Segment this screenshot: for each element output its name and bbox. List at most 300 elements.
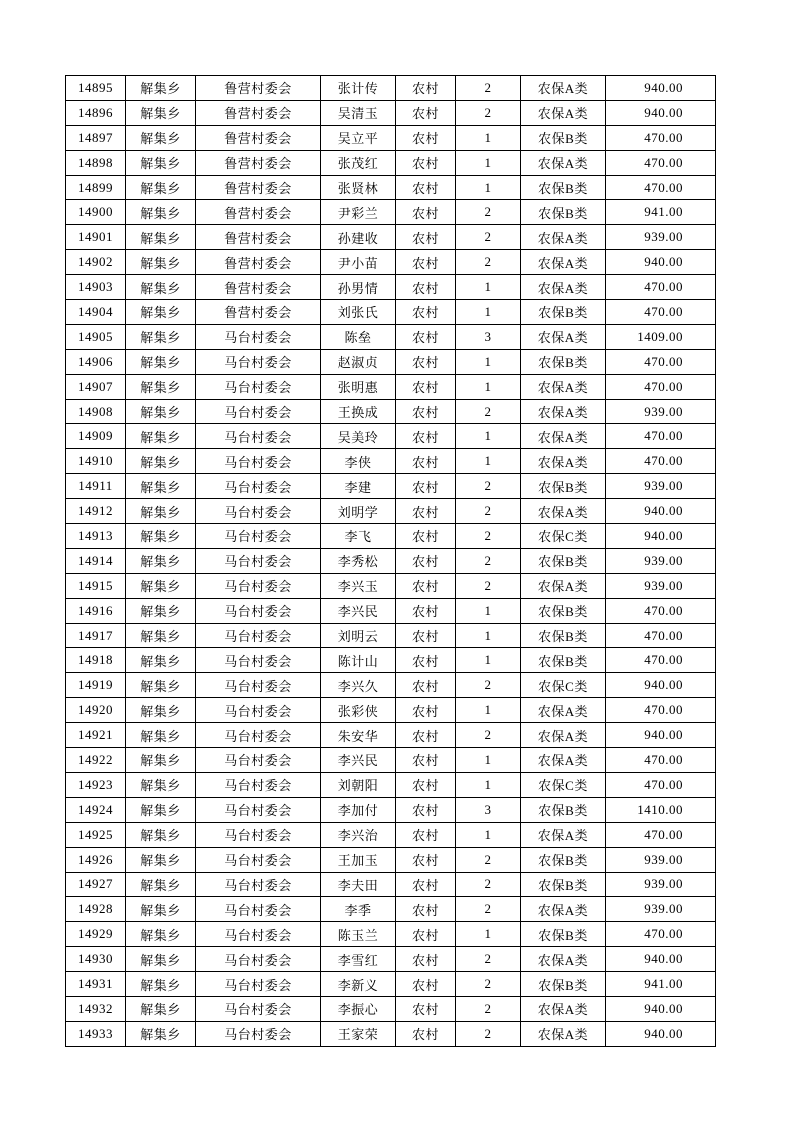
cell-amount: 939.00 [606,897,716,922]
cell-category: 农保B类 [521,125,606,150]
cell-amount: 470.00 [606,449,716,474]
cell-category: 农保A类 [521,374,606,399]
cell-id: 14915 [66,573,126,598]
table-row [66,748,716,773]
cell-name: 张彩侠 [321,698,396,723]
cell-category: 农保B类 [521,200,606,225]
cell-name: 陈玉兰 [321,922,396,947]
table-row [66,150,716,175]
cell-count: 3 [456,797,521,822]
cell-township: 解集乡 [126,922,196,947]
cell-township: 解集乡 [126,250,196,275]
cell-id: 14898 [66,150,126,175]
cell-type: 农村 [396,598,456,623]
cell-id: 14901 [66,225,126,250]
cell-id: 14917 [66,623,126,648]
cell-township: 解集乡 [126,524,196,549]
cell-name: 王加玉 [321,847,396,872]
cell-type: 农村 [396,200,456,225]
cell-type: 农村 [396,573,456,598]
cell-name: 尹小苗 [321,250,396,275]
cell-type: 农村 [396,548,456,573]
cell-township: 解集乡 [126,76,196,101]
cell-id: 14924 [66,797,126,822]
cell-village: 马台村委会 [196,424,321,449]
cell-township: 解集乡 [126,698,196,723]
cell-amount: 470.00 [606,300,716,325]
cell-name: 陈计山 [321,648,396,673]
cell-township: 解集乡 [126,947,196,972]
cell-amount: 470.00 [606,623,716,648]
cell-name: 陈垒 [321,324,396,349]
cell-id: 14895 [66,76,126,101]
cell-township: 解集乡 [126,648,196,673]
table-row [66,623,716,648]
cell-id: 14918 [66,648,126,673]
cell-count: 2 [456,573,521,598]
cell-name: 刘朝阳 [321,772,396,797]
cell-township: 解集乡 [126,150,196,175]
cell-amount: 1410.00 [606,797,716,822]
table-row [66,922,716,947]
cell-count: 1 [456,648,521,673]
cell-id: 14896 [66,100,126,125]
cell-township: 解集乡 [126,673,196,698]
cell-village: 鲁营村委会 [196,100,321,125]
table-row [66,947,716,972]
cell-id: 14902 [66,250,126,275]
cell-amount: 470.00 [606,150,716,175]
cell-name: 李建 [321,474,396,499]
cell-count: 2 [456,499,521,524]
table-row [66,822,716,847]
table-row [66,648,716,673]
cell-id: 14914 [66,548,126,573]
cell-count: 2 [456,872,521,897]
cell-count: 2 [456,399,521,424]
cell-count: 1 [456,175,521,200]
cell-category: 农保B类 [521,175,606,200]
cell-type: 农村 [396,947,456,972]
cell-amount: 470.00 [606,598,716,623]
cell-amount: 470.00 [606,374,716,399]
table-row [66,399,716,424]
cell-township: 解集乡 [126,972,196,997]
cell-count: 2 [456,524,521,549]
cell-amount: 939.00 [606,847,716,872]
cell-category: 农保A类 [521,399,606,424]
cell-township: 解集乡 [126,772,196,797]
table-row [66,300,716,325]
cell-name: 尹彩兰 [321,200,396,225]
cell-count: 2 [456,897,521,922]
cell-category: 农保A类 [521,250,606,275]
cell-amount: 940.00 [606,499,716,524]
cell-village: 马台村委会 [196,499,321,524]
cell-id: 14925 [66,822,126,847]
cell-type: 农村 [396,723,456,748]
cell-count: 1 [456,822,521,847]
cell-count: 1 [456,748,521,773]
cell-count: 1 [456,275,521,300]
cell-category: 农保A类 [521,275,606,300]
cell-name: 张计传 [321,76,396,101]
cell-category: 农保A类 [521,324,606,349]
cell-id: 14922 [66,748,126,773]
cell-township: 解集乡 [126,349,196,374]
table-row [66,499,716,524]
table-row [66,474,716,499]
cell-type: 农村 [396,499,456,524]
table-row [66,424,716,449]
cell-count: 2 [456,1021,521,1046]
cell-amount: 940.00 [606,1021,716,1046]
cell-township: 解集乡 [126,424,196,449]
cell-township: 解集乡 [126,748,196,773]
cell-name: 孙建收 [321,225,396,250]
cell-amount: 940.00 [606,76,716,101]
cell-type: 农村 [396,100,456,125]
cell-id: 14928 [66,897,126,922]
cell-type: 农村 [396,474,456,499]
cell-category: 农保A类 [521,100,606,125]
cell-type: 农村 [396,748,456,773]
cell-type: 农村 [396,349,456,374]
cell-count: 2 [456,225,521,250]
cell-village: 鲁营村委会 [196,225,321,250]
cell-count: 2 [456,947,521,972]
cell-type: 农村 [396,374,456,399]
cell-name: 刘明学 [321,499,396,524]
table-row [66,524,716,549]
table-row [66,449,716,474]
cell-township: 解集乡 [126,847,196,872]
cell-category: 农保A类 [521,897,606,922]
cell-category: 农保A类 [521,150,606,175]
cell-count: 1 [456,623,521,648]
cell-type: 农村 [396,424,456,449]
cell-village: 鲁营村委会 [196,175,321,200]
cell-township: 解集乡 [126,449,196,474]
cell-type: 农村 [396,175,456,200]
cell-township: 解集乡 [126,623,196,648]
cell-count: 2 [456,996,521,1021]
table-row [66,897,716,922]
cell-township: 解集乡 [126,548,196,573]
cell-id: 14933 [66,1021,126,1046]
cell-id: 14927 [66,872,126,897]
cell-amount: 940.00 [606,250,716,275]
cell-count: 2 [456,673,521,698]
cell-category: 农保A类 [521,698,606,723]
cell-category: 农保A类 [521,996,606,1021]
cell-name: 李新义 [321,972,396,997]
cell-id: 14929 [66,922,126,947]
cell-township: 解集乡 [126,797,196,822]
cell-village: 马台村委会 [196,598,321,623]
cell-name: 孙男情 [321,275,396,300]
cell-amount: 940.00 [606,100,716,125]
cell-village: 马台村委会 [196,748,321,773]
table-row [66,996,716,1021]
cell-village: 马台村委会 [196,399,321,424]
cell-township: 解集乡 [126,499,196,524]
cell-township: 解集乡 [126,723,196,748]
cell-amount: 470.00 [606,424,716,449]
cell-village: 马台村委会 [196,1021,321,1046]
cell-category: 农保A类 [521,1021,606,1046]
table-row [66,847,716,872]
cell-name: 李夫田 [321,872,396,897]
cell-village: 马台村委会 [196,623,321,648]
table-row [66,548,716,573]
cell-count: 1 [456,150,521,175]
cell-township: 解集乡 [126,100,196,125]
cell-category: 农保B类 [521,598,606,623]
cell-category: 农保A类 [521,723,606,748]
cell-amount: 470.00 [606,275,716,300]
cell-category: 农保C类 [521,673,606,698]
cell-type: 农村 [396,300,456,325]
cell-township: 解集乡 [126,872,196,897]
cell-category: 农保B类 [521,972,606,997]
cell-name: 张茂红 [321,150,396,175]
cell-amount: 941.00 [606,200,716,225]
cell-amount: 939.00 [606,573,716,598]
cell-id: 14920 [66,698,126,723]
cell-category: 农保B类 [521,648,606,673]
cell-amount: 470.00 [606,125,716,150]
cell-village: 鲁营村委会 [196,300,321,325]
cell-name: 李雪红 [321,947,396,972]
cell-id: 14916 [66,598,126,623]
cell-village: 马台村委会 [196,996,321,1021]
cell-type: 农村 [396,524,456,549]
cell-type: 农村 [396,996,456,1021]
cell-id: 14905 [66,324,126,349]
cell-count: 2 [456,723,521,748]
cell-count: 2 [456,250,521,275]
cell-village: 马台村委会 [196,324,321,349]
cell-township: 解集乡 [126,374,196,399]
table-row [66,125,716,150]
cell-category: 农保B类 [521,349,606,374]
cell-category: 农保B类 [521,872,606,897]
cell-amount: 470.00 [606,922,716,947]
cell-amount: 470.00 [606,698,716,723]
cell-village: 马台村委会 [196,922,321,947]
cell-count: 1 [456,374,521,399]
cell-amount: 939.00 [606,474,716,499]
cell-type: 农村 [396,897,456,922]
cell-count: 2 [456,76,521,101]
cell-name: 李兴玉 [321,573,396,598]
cell-name: 王换成 [321,399,396,424]
cell-village: 马台村委会 [196,524,321,549]
table-row [66,1021,716,1046]
cell-type: 农村 [396,797,456,822]
cell-amount: 939.00 [606,225,716,250]
cell-amount: 940.00 [606,996,716,1021]
cell-category: 农保A类 [521,449,606,474]
table-row [66,374,716,399]
cell-count: 2 [456,548,521,573]
cell-type: 农村 [396,847,456,872]
cell-name: 李兴民 [321,598,396,623]
table-row [66,598,716,623]
cell-count: 1 [456,300,521,325]
cell-amount: 939.00 [606,399,716,424]
cell-village: 马台村委会 [196,449,321,474]
cell-category: 农保A类 [521,573,606,598]
cell-amount: 470.00 [606,349,716,374]
table-row [66,797,716,822]
cell-amount: 940.00 [606,723,716,748]
cell-amount: 470.00 [606,648,716,673]
table-row [66,349,716,374]
cell-category: 农保A类 [521,748,606,773]
cell-id: 14911 [66,474,126,499]
cell-township: 解集乡 [126,399,196,424]
cell-category: 农保B类 [521,623,606,648]
cell-count: 1 [456,698,521,723]
cell-id: 14923 [66,772,126,797]
cell-name: 李季 [321,897,396,922]
table-row [66,76,716,101]
cell-name: 李秀松 [321,548,396,573]
cell-village: 马台村委会 [196,349,321,374]
cell-id: 14906 [66,349,126,374]
cell-name: 李侠 [321,449,396,474]
cell-name: 李振心 [321,996,396,1021]
cell-id: 14909 [66,424,126,449]
cell-name: 吴立平 [321,125,396,150]
cell-count: 2 [456,200,521,225]
cell-amount: 1409.00 [606,324,716,349]
cell-village: 鲁营村委会 [196,76,321,101]
table-row [66,872,716,897]
table-row [66,772,716,797]
cell-type: 农村 [396,922,456,947]
cell-category: 农保B类 [521,922,606,947]
cell-id: 14908 [66,399,126,424]
cell-id: 14931 [66,972,126,997]
cell-name: 李飞 [321,524,396,549]
cell-village: 鲁营村委会 [196,250,321,275]
cell-amount: 470.00 [606,748,716,773]
table-row [66,175,716,200]
cell-id: 14907 [66,374,126,399]
cell-category: 农保A类 [521,225,606,250]
cell-village: 马台村委会 [196,972,321,997]
cell-id: 14919 [66,673,126,698]
cell-name: 赵淑贞 [321,349,396,374]
cell-type: 农村 [396,324,456,349]
cell-id: 14899 [66,175,126,200]
cell-category: 农保A类 [521,947,606,972]
cell-village: 马台村委会 [196,872,321,897]
cell-count: 1 [456,922,521,947]
cell-name: 张明惠 [321,374,396,399]
cell-village: 马台村委会 [196,548,321,573]
table-row [66,250,716,275]
cell-name: 李兴治 [321,822,396,847]
cell-village: 马台村委会 [196,822,321,847]
cell-amount: 470.00 [606,175,716,200]
cell-village: 马台村委会 [196,374,321,399]
cell-village: 马台村委会 [196,673,321,698]
table-row [66,275,716,300]
cell-township: 解集乡 [126,300,196,325]
cell-village: 马台村委会 [196,772,321,797]
cell-name: 朱安华 [321,723,396,748]
cell-name: 张贤林 [321,175,396,200]
cell-count: 1 [456,125,521,150]
cell-amount: 940.00 [606,947,716,972]
table-row [66,972,716,997]
cell-category: 农保A类 [521,822,606,847]
cell-category: 农保B类 [521,474,606,499]
cell-count: 1 [456,449,521,474]
cell-id: 14926 [66,847,126,872]
table-row [66,573,716,598]
cell-village: 马台村委会 [196,847,321,872]
cell-id: 14904 [66,300,126,325]
cell-type: 农村 [396,822,456,847]
cell-amount: 939.00 [606,872,716,897]
cell-township: 解集乡 [126,573,196,598]
cell-township: 解集乡 [126,822,196,847]
cell-name: 刘张氏 [321,300,396,325]
cell-name: 刘明云 [321,623,396,648]
cell-township: 解集乡 [126,175,196,200]
cell-count: 1 [456,424,521,449]
cell-type: 农村 [396,1021,456,1046]
cell-amount: 470.00 [606,822,716,847]
cell-type: 农村 [396,275,456,300]
cell-township: 解集乡 [126,1021,196,1046]
cell-id: 14913 [66,524,126,549]
cell-name: 李兴久 [321,673,396,698]
cell-id: 14903 [66,275,126,300]
table-row [66,673,716,698]
cell-category: 农保B类 [521,548,606,573]
cell-type: 农村 [396,673,456,698]
table-body [66,76,716,1047]
cell-village: 鲁营村委会 [196,200,321,225]
cell-village: 鲁营村委会 [196,150,321,175]
cell-amount: 941.00 [606,972,716,997]
cell-name: 李兴民 [321,748,396,773]
cell-type: 农村 [396,623,456,648]
cell-id: 14912 [66,499,126,524]
cell-township: 解集乡 [126,225,196,250]
cell-count: 1 [456,598,521,623]
cell-village: 马台村委会 [196,698,321,723]
cell-village: 马台村委会 [196,474,321,499]
cell-village: 马台村委会 [196,897,321,922]
cell-category: 农保A类 [521,76,606,101]
cell-amount: 940.00 [606,524,716,549]
cell-name: 李加付 [321,797,396,822]
cell-count: 1 [456,349,521,374]
cell-category: 农保A类 [521,424,606,449]
table-row [66,723,716,748]
cell-id: 14921 [66,723,126,748]
benefit-roster-table [65,75,716,1047]
cell-category: 农保C类 [521,524,606,549]
cell-id: 14897 [66,125,126,150]
